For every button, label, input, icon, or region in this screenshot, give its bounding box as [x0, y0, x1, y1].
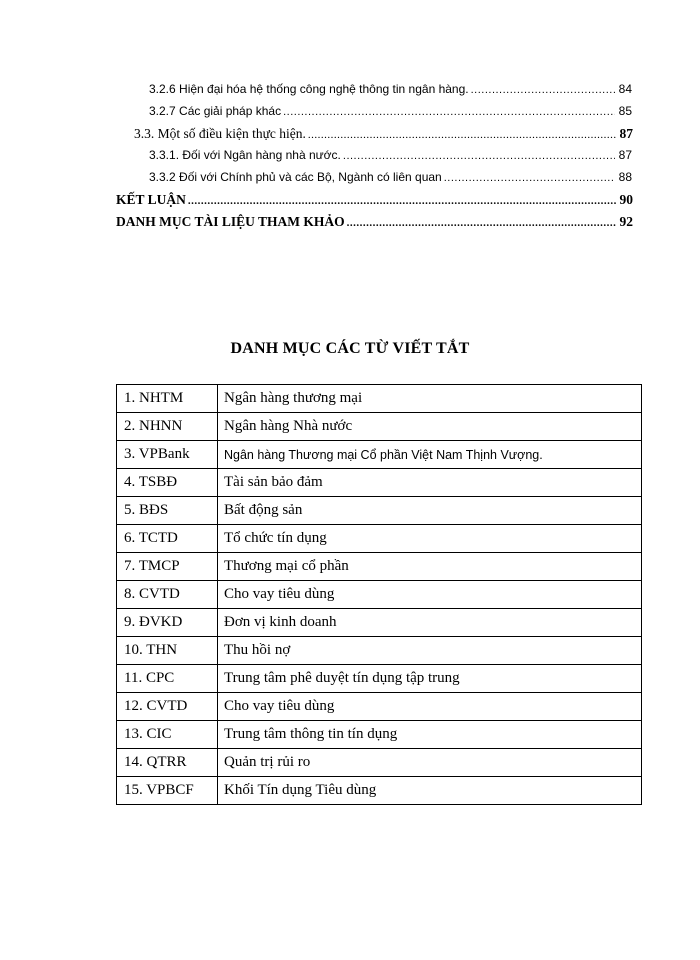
abbreviations-table — [116, 384, 642, 805]
abbreviation-cell: 3. VPBank — [117, 441, 218, 469]
meaning-cell: Cho vay tiêu dùng — [218, 693, 642, 721]
abbreviation-cell: 13. CIC — [117, 721, 218, 749]
abbreviation-cell: 12. CVTD — [117, 693, 218, 721]
meaning-cell: Ngân hàng Thương mại Cổ phần Việt Nam Thịnh Vượng. — [218, 441, 642, 469]
table-row — [117, 469, 642, 497]
toc-leader-dots — [444, 172, 615, 184]
toc-entry — [149, 82, 632, 100]
table-row — [117, 693, 642, 721]
meaning-cell: Cho vay tiêu dùng — [218, 581, 642, 609]
abbreviation-cell: 4. TSBĐ — [117, 469, 218, 497]
toc-entry-title: 3.3.1. Đối với Ngân hàng nhà nước. — [149, 148, 341, 162]
meaning-cell: Đơn vị kinh doanh — [218, 609, 642, 637]
table-row — [117, 385, 642, 413]
meaning-cell: Trung tâm thông tin tín dụng — [218, 721, 642, 749]
toc-entry — [149, 170, 632, 188]
toc-leader-dots — [308, 129, 616, 141]
meaning-cell: Tài sản bảo đảm — [218, 469, 642, 497]
meaning-cell: Thu hồi nợ — [218, 637, 642, 665]
toc-entry-title: 3.3.2 Đối với Chính phủ và các Bộ, Ngành có liên quan — [149, 170, 442, 184]
toc-entry-title: KẾT LUẬN — [116, 192, 186, 207]
toc-entry-title: DANH MỤC TÀI LIỆU THAM KHẢO — [116, 214, 345, 229]
meaning-cell: Ngân hàng thương mại — [218, 385, 642, 413]
abbreviation-cell: 6. TCTD — [117, 525, 218, 553]
abbreviation-cell: 8. CVTD — [117, 581, 218, 609]
abbreviation-cell: 15. VPBCF — [117, 777, 218, 805]
toc-leader-dots — [283, 106, 615, 118]
toc-entry — [116, 192, 633, 210]
toc-entry-title: 3.2.7 Các giải pháp khác — [149, 104, 282, 118]
toc-leader-dots — [343, 150, 615, 162]
table-row — [117, 441, 642, 469]
toc-leader-dots — [188, 195, 616, 207]
toc-entry — [116, 214, 633, 232]
table-row — [117, 721, 642, 749]
table-row — [117, 581, 642, 609]
table-row — [117, 413, 642, 441]
meaning-cell: Trung tâm phê duyệt tín dụng tập trung — [218, 665, 642, 693]
toc-entry-page: 90 — [619, 192, 633, 207]
abbreviation-cell: 10. THN — [117, 637, 218, 665]
table-row — [117, 553, 642, 581]
toc-entry-title: 3.2.6 Hiện đại hóa hệ thống công nghệ thông tin ngân hàng. — [149, 82, 469, 96]
toc-leader-dots — [471, 84, 615, 96]
abbreviation-cell: 9. ĐVKD — [117, 609, 218, 637]
toc-entry — [149, 148, 632, 166]
toc-entry-page: 85 — [618, 104, 632, 118]
toc-entry-page: 87 — [618, 148, 632, 162]
meaning-cell: Tổ chức tín dụng — [218, 525, 642, 553]
meaning-cell: Bất động sản — [218, 497, 642, 525]
meaning-cell: Quản trị rủi ro — [218, 749, 642, 777]
table-row — [117, 609, 642, 637]
meaning-cell: Ngân hàng Nhà nước — [218, 413, 642, 441]
toc-entry-page: 88 — [618, 170, 632, 184]
table-row — [117, 525, 642, 553]
table-row — [117, 777, 642, 805]
abbreviations-title: DANH MỤC CÁC TỪ VIẾT TẮT — [230, 340, 470, 357]
toc-entry-page: 92 — [619, 214, 633, 229]
toc-leader-dots — [347, 217, 616, 229]
abbreviation-cell: 7. TMCP — [117, 553, 218, 581]
meaning-cell: Khối Tín dụng Tiêu dùng — [218, 777, 642, 805]
table-row — [117, 749, 642, 777]
abbreviation-cell: 5. BĐS — [117, 497, 218, 525]
toc-entry — [134, 126, 633, 144]
meaning-cell: Thương mại cổ phần — [218, 553, 642, 581]
toc-entry — [149, 104, 632, 122]
abbreviation-cell: 2. NHNN — [117, 413, 218, 441]
toc-entry-title: 3.3. Một số điều kiện thực hiện. — [134, 126, 306, 141]
table-row — [117, 637, 642, 665]
toc-entry-page: 84 — [618, 82, 632, 96]
toc-entry-page: 87 — [619, 126, 633, 141]
abbreviation-cell: 11. CPC — [117, 665, 218, 693]
abbreviation-cell: 1. NHTM — [117, 385, 218, 413]
table-row — [117, 665, 642, 693]
abbreviation-cell: 14. QTRR — [117, 749, 218, 777]
table-row — [117, 497, 642, 525]
